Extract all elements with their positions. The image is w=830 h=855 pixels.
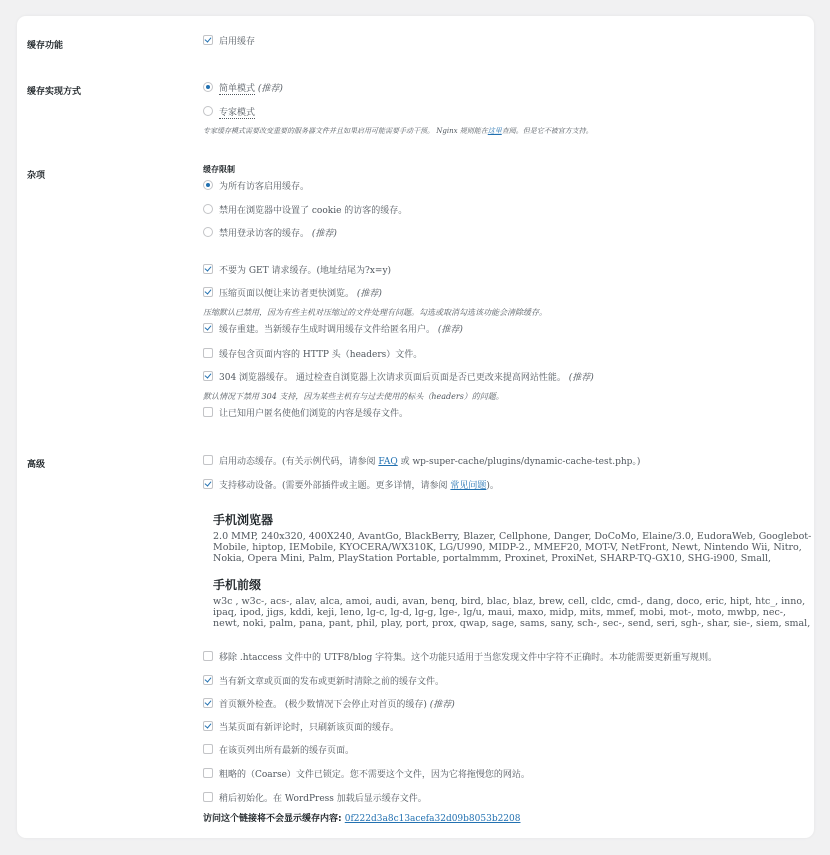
mobile-support-checkbox[interactable] <box>203 479 213 489</box>
front-page-check-checkbox[interactable] <box>203 698 213 708</box>
mobile-browsers-list: 2.0 MMP, 240x320, 400X240, AvantGo, BlackBerry, Blazer, Cellphone, Danger, DoCoMo, Elaine/3.0, EudoraWeb, Googlebot-Mobile, hiptop, IEMobile, KYOCERA/WX310K, LG/U990, MIDP-2., MMEF20, MOT-V, NetFront, Newt, Nintendo Wii, Nitro, Nokia, Opera Mini, Palm, PlayStation Portable, portalmmm, Proxinet, ProxiNet, SHARP-TQ-GX10, SHG-i900, Small, <box>213 531 812 564</box>
option-anonymous-users[interactable]: 让已知用户匿名使他们浏览的内容是缓存文件。 <box>203 407 408 420</box>
clear-on-publish-checkbox[interactable] <box>203 675 213 685</box>
simple-mode-radio[interactable] <box>203 82 213 92</box>
expert-mode-note: 专家缓存模式需要改变重要的服务器文件并且如果启用可能需要手动干预。 Nginx 规则能在这里查阅。但是它不被官方支持。 <box>203 127 593 135</box>
settings-card <box>17 16 814 838</box>
option-compress-pages[interactable]: 压缩页面以便让来访者更快浏览。 (推荐) <box>203 287 382 300</box>
enable-caching-checkbox[interactable] <box>203 35 213 45</box>
simple-mode-option[interactable] <box>203 82 283 95</box>
mobile-prefixes-list: w3c , w3c-, acs-, alav, alca, amoi, audi, avan, benq, bird, blac, blaz, brew, cell, cldc, cmd-, dang, doco, eric, hipt, htc_, inno, ipaq, ipod, jigs, kddi, keji, leno, lg-c, lg-d, lg-g, lge-, lg/u, maui, maxo, midp, mits, mmef, mobi, mot-, moto, mwbp, nec-, newt, noki, palm, pana, pant, phil, play, port, prox, qwap, sage, sams, sany, sch-, sec-, send, seri, sgh-, shar, sie-, siem, smal, <box>213 596 811 629</box>
restriction-all-visitors-radio[interactable] <box>203 180 213 190</box>
expert-mode-radio[interactable] <box>203 106 213 116</box>
dynamic-cache-checkbox[interactable] <box>203 455 213 465</box>
restriction-all-visitors[interactable]: 为所有访客启用缓存。 <box>203 180 309 193</box>
restriction-logged-in[interactable]: 禁用登录访客的缓存。 (推荐) <box>203 227 337 240</box>
option-coarse-lock[interactable]: 粗略的（Coarse）文件已锁定。您不需要这个文件，因为它将拖慢您的网站。 <box>203 768 530 781</box>
late-init-checkbox[interactable] <box>203 792 213 802</box>
option-front-page-check[interactable]: 首页额外检查。 (极少数情况下会停止对首页的缓存) (推荐) <box>203 698 455 711</box>
compress-pages-note: 压缩默认已禁用，因为有些主机对压缩过的文件处理有问题。勾选或取消勾选该功能会清除缓存。 <box>203 308 547 317</box>
simple-mode-label: 简单模式 <box>219 84 256 94</box>
option-no-get-cache[interactable]: 不要为 GET 请求缓存。(地址结尾为?x=y) <box>203 264 391 277</box>
section-label-misc: 杂项 <box>27 171 46 181</box>
section-label-caching: 缓存功能 <box>27 41 64 51</box>
cache-rebuild-checkbox[interactable] <box>203 323 213 333</box>
no-cache-link-label: 访问这个链接将不会显示缓存内容: <box>203 814 342 824</box>
option-cache-headers[interactable]: 缓存包含页面内容的 HTTP 头（headers）文件。 <box>203 348 422 361</box>
cache-headers-checkbox[interactable] <box>203 348 213 358</box>
option-dynamic-cache[interactable]: 启用动态缓存。(有关示例代码，请参阅 FAQ 或 wp-super-cache/plugins/dynamic-cache-test.php。) <box>203 455 640 468</box>
remove-utf8-checkbox[interactable] <box>203 651 213 661</box>
list-cached-pages-checkbox[interactable] <box>203 744 213 754</box>
expert-mode-label: 专家模式 <box>219 108 256 118</box>
mobile-prefixes-title: 手机前缀 <box>213 578 262 592</box>
restriction-cookie-visitors-radio[interactable] <box>203 204 213 214</box>
coarse-lock-checkbox[interactable] <box>203 768 213 778</box>
anonymous-users-checkbox[interactable] <box>203 407 213 417</box>
option-remove-utf8[interactable]: 移除 .htaccess 文件中的 UTF8/blog 字符集。这个功能只适用于当您发现文件中字符不正确时。本功能需要更新重写规则。 <box>203 651 717 664</box>
nginx-rules-link[interactable]: 这里 <box>487 127 502 135</box>
mobile-faq-link[interactable]: 常见问题 <box>450 481 487 491</box>
expert-mode-option[interactable] <box>203 106 255 119</box>
simple-mode-recommended: (推荐) <box>257 84 283 94</box>
option-clear-on-publish[interactable]: 当有新文章或页面的发布或更新时清除之前的缓存文件。 <box>203 675 444 688</box>
restriction-cookie-visitors[interactable]: 禁用在浏览器中设置了 cookie 的访客的缓存。 <box>203 204 407 217</box>
option-304-cache[interactable]: 304 浏览器缓存。 通过检查自浏览器上次请求页面后页面是否已更改来提高网站性能。 (推荐) <box>203 371 594 384</box>
cache-restrictions-title: 缓存限制 <box>203 165 235 174</box>
option-cache-rebuild[interactable]: 缓存重建。当新缓存生成时调用缓存文件给匿名用户。 (推荐) <box>203 323 463 336</box>
option-mobile-support[interactable]: 支持移动设备。(需要外部插件或主题。更多详情，请参阅 常见问题)。 <box>203 479 499 492</box>
mobile-browsers-title: 手机浏览器 <box>213 513 274 527</box>
section-label-advanced: 高级 <box>27 460 46 470</box>
enable-caching-option[interactable] <box>203 35 255 48</box>
faq-link[interactable]: FAQ <box>378 457 398 467</box>
refresh-on-comment-checkbox[interactable] <box>203 721 213 731</box>
option-late-init[interactable]: 稍后初始化。在 WordPress 加载后显示缓存文件。 <box>203 792 427 805</box>
enable-caching-label: 启用缓存 <box>219 37 256 47</box>
compress-pages-checkbox[interactable] <box>203 287 213 297</box>
option-refresh-on-comment[interactable]: 当某页面有新评论时，只刷新该页面的缓存。 <box>203 721 399 734</box>
restriction-logged-in-radio[interactable] <box>203 227 213 237</box>
no-cache-link[interactable]: 0f222d3a8c13acefa32d09b8053b2208 <box>344 814 521 824</box>
option-list-cached-pages[interactable]: 在该页列出所有最新的缓存页面。 <box>203 744 354 757</box>
no-get-cache-checkbox[interactable] <box>203 264 213 274</box>
304-cache-checkbox[interactable] <box>203 371 213 381</box>
section-label-method: 缓存实现方式 <box>27 87 82 97</box>
no-cache-link-row <box>203 811 520 824</box>
304-cache-note: 默认情况下禁用 304 支持，因为某些主机有与过去使用的标头（headers）的问题。 <box>203 392 504 401</box>
